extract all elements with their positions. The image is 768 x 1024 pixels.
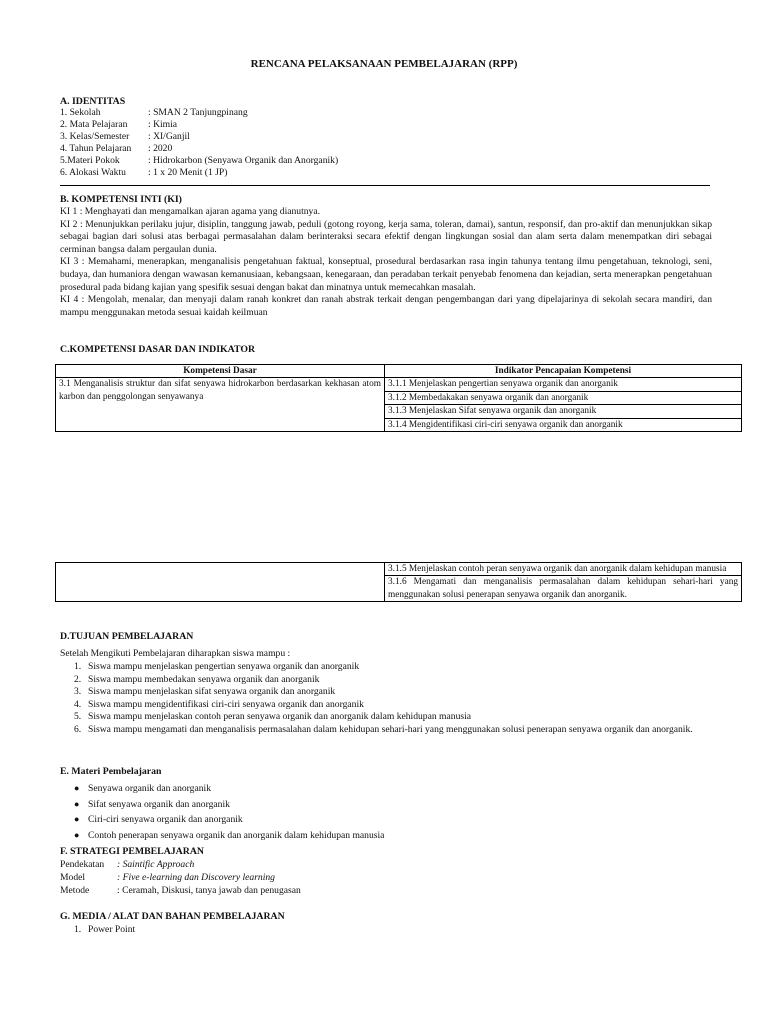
strategi-label: Pendekatan [60, 859, 105, 870]
section-heading-identitas: A. IDENTITAS [60, 96, 126, 107]
list-number: 1. [74, 924, 82, 935]
list-item [60, 828, 712, 844]
column-header: Indikator Pencapaian Kompetensi [385, 365, 742, 378]
list-text: Power Point [88, 924, 136, 935]
kd-table [55, 364, 742, 432]
list-item [60, 711, 712, 724]
identitas-label: 4. Tahun Pelajaran [60, 143, 132, 154]
list-text: Siswa mampu mengamati dan menganalisis permasalahan dalam kehidupan sehari-hari yang menggunakan solusi penerapan senyawa organik dan anorganik. [88, 723, 693, 735]
list-text: Ciri-ciri senyawa organik dan anorganik [88, 814, 243, 826]
strategi-value: : Five e-learning dan Discovery learning [117, 872, 275, 883]
column-header: Kompetensi Dasar [56, 365, 385, 378]
identitas-value: : Hidrokarbon (Senyawa Organik dan Anorganik) [148, 155, 339, 166]
indicator-item: 3.1.6 Mengamati dan menganalisis permasalahan dalam kehidupan sehari-hari yang menggunakan solusi penerapan senyawa organik dan anorganik. [385, 575, 741, 601]
identitas-value: : 1 x 20 Menit (1 JP) [148, 167, 228, 178]
ki-item: KI 2 : Menunjukkan perilaku jujur, disiplin, tanggung jawab, peduli (gotong royong, kerja sama, toleran, damai), santun, responsif, dan pro-aktif dan menunjukkan sikap sebagai bagian dari solusi atas berbagai permasalahan dalam berinteraksi secara efektif dengan lingkungan sosial dan alam serta dalam menempatkan diri sebagai cerminan bangsa dalam pergaulan dunia. [60, 218, 712, 255]
table-header-row [56, 365, 742, 378]
tujuan-list [60, 661, 712, 737]
section-heading-strategi: F. STRATEGI PEMBELAJARAN [60, 846, 204, 857]
identitas-value: : XI/Ganjil [148, 131, 190, 142]
indicator-item: 3.1.5 Menjelaskan contoh peran senyawa organik dan anorganik dalam kehidupan manusia [388, 564, 727, 574]
list-item [60, 797, 712, 813]
section-heading-kd: C.KOMPETENSI DASAR DAN INDIKATOR [60, 344, 256, 355]
list-number: 1. [74, 661, 82, 672]
kd-cell: 3.1 Menganalisis struktur dan sifat senyawa hidrokarbon berdasarkan kekhasan atom karbon dan penggolongan senyawanya [56, 378, 385, 432]
list-number: 6. [74, 723, 82, 735]
table-row [56, 378, 742, 432]
list-text: Contoh penerapan senyawa organik dan anorganik dalam kehidupan manusia [88, 829, 385, 841]
identitas-label: 2. Mata Pelajaran [60, 119, 128, 130]
indicator-item: 3.1.4 Mengidentifikasi ciri-ciri senyawa organik dan anorganik [385, 418, 741, 431]
list-item [60, 661, 712, 674]
strategi-value: : Ceramah, Diskusi, tanya jawab dan penugasan [117, 885, 301, 896]
indicator-cell [385, 563, 742, 602]
list-text: Siswa mampu menjelaskan sifat senyawa organik dan anorganik [88, 686, 336, 698]
ki-item: KI 4 : Mengolah, menalar, dan menyaji dalam ranah konkret dan ranah abstrak terkait dengan pengembangan dari yang dipelajarinya di sekolah secara mandiri, dan mampu menggunakan metoda sesuai kaidah keilmuan [60, 294, 712, 318]
identitas-label: 1. Sekolah [60, 107, 101, 118]
list-text: Siswa mampu mengidentifikasi ciri-ciri senyawa organik dan anorganik [88, 698, 364, 710]
list-number: 4. [74, 698, 82, 710]
table-row [56, 563, 742, 602]
media-list [60, 924, 712, 937]
section-heading-materi: E. Materi Pembelajaran [60, 766, 162, 777]
list-item [60, 724, 712, 737]
bullet-icon: ● [74, 798, 80, 809]
list-number: 2. [74, 673, 82, 685]
strategi-label: Metode [60, 885, 90, 896]
ki-item: KI 3 : Memahami, menerapkan, menganalisis pengetahuan faktual, konseptual, prosedural berdasarkan rasa ingin tahunya tentang ilmu pengetahuan, teknologi, seni, budaya, dan humaniora dengan wawasan kemanusiaan, kebangsaan, kenegaraan, dan peradaban terkait penyebab fenomena dan kejadian, serta menerapkan pengetahuan prosedural pada bidang kajian yang spesifik sesuai dengan bakat dan minatnya untuk memecahkan masalah. [60, 256, 712, 293]
list-item [60, 686, 712, 699]
kd-cell-empty [56, 563, 385, 602]
identitas-label: 3. Kelas/Semester [60, 131, 130, 142]
section-heading-media: G. MEDIA / ALAT DAN BAHAN PEMBELAJARAN [60, 911, 285, 922]
list-text: Siswa mampu menjelaskan contoh peran senyawa organik dan anorganik dalam kehidupan manusia [88, 711, 472, 723]
strategi-value: : Saintific Approach [117, 859, 195, 870]
list-text: Siswa mampu menjelaskan pengertian senyawa organik dan anorganik [88, 661, 360, 672]
list-item [60, 812, 712, 828]
list-text: Senyawa organik dan anorganik [88, 783, 211, 794]
list-number: 5. [74, 711, 82, 723]
indicator-item: 3.1.2 Membedakakan senyawa organik dan anorganik [385, 391, 741, 404]
list-text: Siswa mampu membedakan senyawa organik dan anorganik [88, 673, 320, 685]
identitas-label: 5.Materi Pokok [60, 155, 120, 166]
document-title: RENCANA PELAKSANAAN PEMBELAJARAN (RPP) [250, 58, 518, 70]
bullet-icon: ● [74, 829, 80, 840]
indicator-item: 3.1.1 Menjelaskan pengertian senyawa organik dan anorganik [388, 379, 618, 390]
identitas-value: : Kimia [148, 119, 178, 130]
ki-paragraph [60, 206, 712, 319]
tujuan-intro: Setelah Mengikuti Pembelajaran diharapkan siswa mampu : [60, 648, 291, 659]
list-text: Sifat senyawa organik dan anorganik [88, 798, 230, 810]
list-number: 3. [74, 686, 82, 698]
strategi-label: Model [60, 872, 86, 883]
section-heading-ki: B. KOMPETENSI INTI (KI) [60, 194, 182, 205]
kd-table-continued [55, 562, 742, 602]
bullet-icon: ● [74, 814, 80, 825]
section-divider [60, 185, 710, 186]
ki-item: KI 1 : Menghayati dan mengamalkan ajaran agama yang dianutnya. [60, 206, 321, 217]
indicator-item: 3.1.3 Menjelaskan Sifat senyawa organik dan anorganik [385, 404, 741, 417]
list-item [60, 699, 712, 712]
identitas-value: : 2020 [148, 143, 173, 154]
list-item [60, 924, 712, 937]
identitas-label: 6. Alokasi Waktu [60, 167, 126, 178]
section-heading-tujuan: D.TUJUAN PEMBELAJARAN [60, 631, 194, 642]
bullet-icon: ● [74, 783, 80, 793]
list-item [60, 674, 712, 687]
materi-list [60, 781, 712, 843]
indicator-cell [385, 378, 742, 432]
identitas-value: : SMAN 2 Tanjungpinang [148, 107, 248, 118]
list-item [60, 781, 712, 797]
